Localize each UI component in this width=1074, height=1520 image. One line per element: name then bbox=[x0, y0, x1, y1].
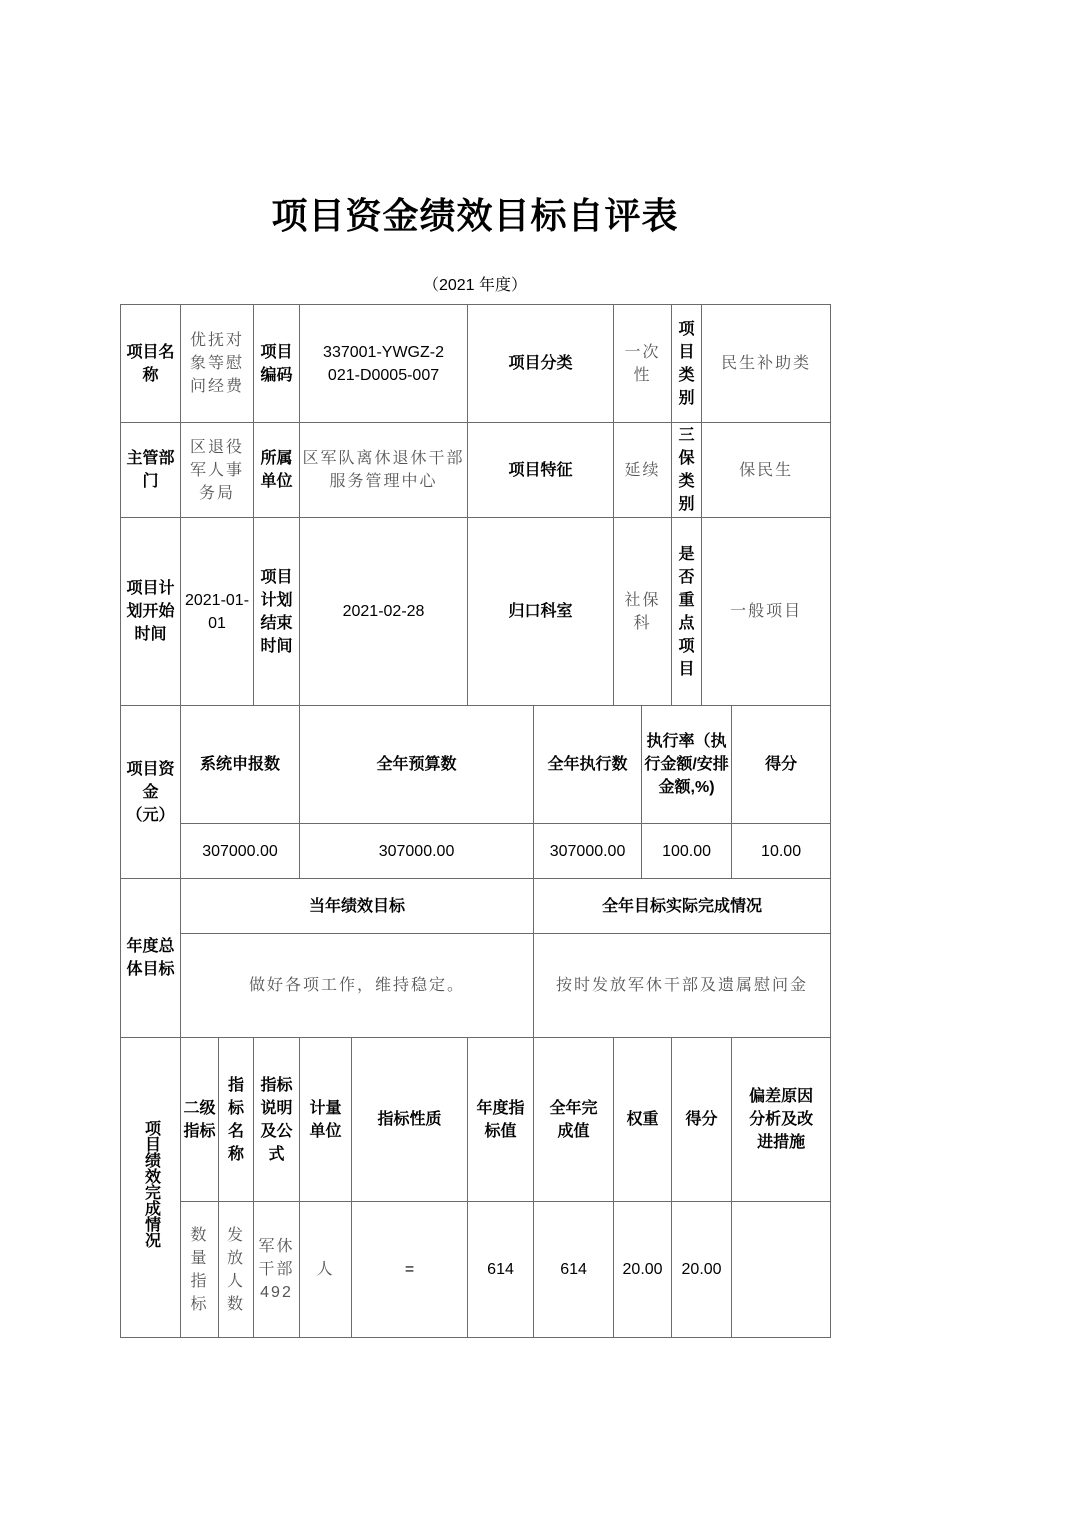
funds-budget-header: 全年预算数 bbox=[300, 706, 534, 824]
dept-label: 主管部门 bbox=[121, 423, 181, 518]
perf-header-nature: 指标性质 bbox=[352, 1038, 468, 1202]
perf-name-value: 发放人数 bbox=[219, 1202, 254, 1338]
perf-header-level2: 二级指标 bbox=[181, 1038, 219, 1202]
perf-nature-value: = bbox=[352, 1202, 468, 1338]
feature-value: 延续 bbox=[614, 423, 672, 518]
table-row bbox=[121, 1202, 831, 1338]
goals-actual-value: 按时发放军休干部及遗属慰问金 bbox=[534, 934, 831, 1038]
category-value: 民生补助类 bbox=[702, 305, 831, 423]
perf-header-unit: 计量单位 bbox=[300, 1038, 352, 1202]
perf-reason-value bbox=[732, 1202, 831, 1338]
project-code-value: 337001-YWGZ-2021-D0005-007 bbox=[300, 305, 468, 423]
sanbao-value: 保民生 bbox=[702, 423, 831, 518]
office-label: 归口科室 bbox=[468, 518, 614, 706]
goals-actual-header: 全年目标实际完成情况 bbox=[534, 879, 831, 934]
perf-header-completed: 全年完成值 bbox=[534, 1038, 614, 1202]
unit-value: 区军队离休退休干部服务管理中心 bbox=[300, 423, 468, 518]
funds-executed-header: 全年执行数 bbox=[534, 706, 642, 824]
classification-value: 一次性 bbox=[614, 305, 672, 423]
funds-budget-value: 307000.00 bbox=[300, 824, 534, 879]
end-value: 2021-02-28 bbox=[300, 518, 468, 706]
funds-executed-value: 307000.00 bbox=[534, 824, 642, 879]
dept-value: 区退役军人事务局 bbox=[181, 423, 254, 518]
table-row bbox=[121, 1038, 831, 1202]
key-value: 一般项目 bbox=[702, 518, 831, 706]
perf-header-weight: 权重 bbox=[614, 1038, 672, 1202]
table-row bbox=[121, 305, 831, 423]
page-title: 项目资金绩效目标自评表 bbox=[271, 195, 679, 236]
funds-rate-value: 100.00 bbox=[642, 824, 732, 879]
office-value: 社保科 bbox=[614, 518, 672, 706]
table-row bbox=[121, 879, 831, 934]
project-code-label: 项目编码 bbox=[254, 305, 300, 423]
perf-header-name: 指标名称 bbox=[219, 1038, 254, 1202]
perf-header-reason: 偏差原因分析及改进措施 bbox=[732, 1038, 831, 1202]
table-row bbox=[121, 934, 831, 1038]
funds-declared-value: 307000.00 bbox=[181, 824, 300, 879]
table-row bbox=[121, 423, 831, 518]
feature-label: 项目特征 bbox=[468, 423, 614, 518]
project-name-label: 项目名称 bbox=[121, 305, 181, 423]
funds-score-header: 得分 bbox=[732, 706, 831, 824]
end-label: 项目计划结束时间 bbox=[254, 518, 300, 706]
perf-header-annual: 年度指标值 bbox=[468, 1038, 534, 1202]
start-label: 项目计划开始时间 bbox=[121, 518, 181, 706]
category-label: 项目类别 bbox=[672, 305, 702, 423]
funds-declared-header: 系统申报数 bbox=[181, 706, 300, 824]
perf-desc-value: 军休干部492 bbox=[254, 1202, 300, 1338]
perf-label-cell bbox=[121, 1038, 181, 1338]
unit-label: 所属单位 bbox=[254, 423, 300, 518]
perf-annual-value: 614 bbox=[468, 1202, 534, 1338]
perf-level2-value: 数量指标 bbox=[181, 1202, 219, 1338]
funds-score-value: 10.00 bbox=[732, 824, 831, 879]
perf-score-value: 20.00 bbox=[672, 1202, 732, 1338]
perf-label: 项目绩效完成情况 bbox=[142, 1120, 160, 1248]
table-row bbox=[121, 824, 831, 879]
goals-target-value: 做好各项工作，维持稳定。 bbox=[181, 934, 534, 1038]
perf-header-score: 得分 bbox=[672, 1038, 732, 1202]
perf-header-desc: 指标说明及公式 bbox=[254, 1038, 300, 1202]
goals-target-header: 当年绩效目标 bbox=[181, 879, 534, 934]
funds-label: 项目资金（元） bbox=[121, 706, 181, 879]
sanbao-label: 三保类别 bbox=[672, 423, 702, 518]
evaluation-table bbox=[120, 304, 831, 1338]
goals-label: 年度总体目标 bbox=[121, 879, 181, 1038]
perf-unit-value: 人 bbox=[300, 1202, 352, 1338]
project-name-value: 优抚对象等慰问经费 bbox=[181, 305, 254, 423]
classification-label: 项目分类 bbox=[468, 305, 614, 423]
year-label: （2021 年度） bbox=[422, 277, 528, 294]
table-row bbox=[121, 518, 831, 706]
perf-completed-value: 614 bbox=[534, 1202, 614, 1338]
funds-rate-header: 执行率（执行金额/安排金额,%) bbox=[642, 706, 732, 824]
start-value: 2021-01-01 bbox=[181, 518, 254, 706]
key-label: 是否重点项目 bbox=[672, 518, 702, 706]
table-row bbox=[121, 706, 831, 824]
perf-weight-value: 20.00 bbox=[614, 1202, 672, 1338]
